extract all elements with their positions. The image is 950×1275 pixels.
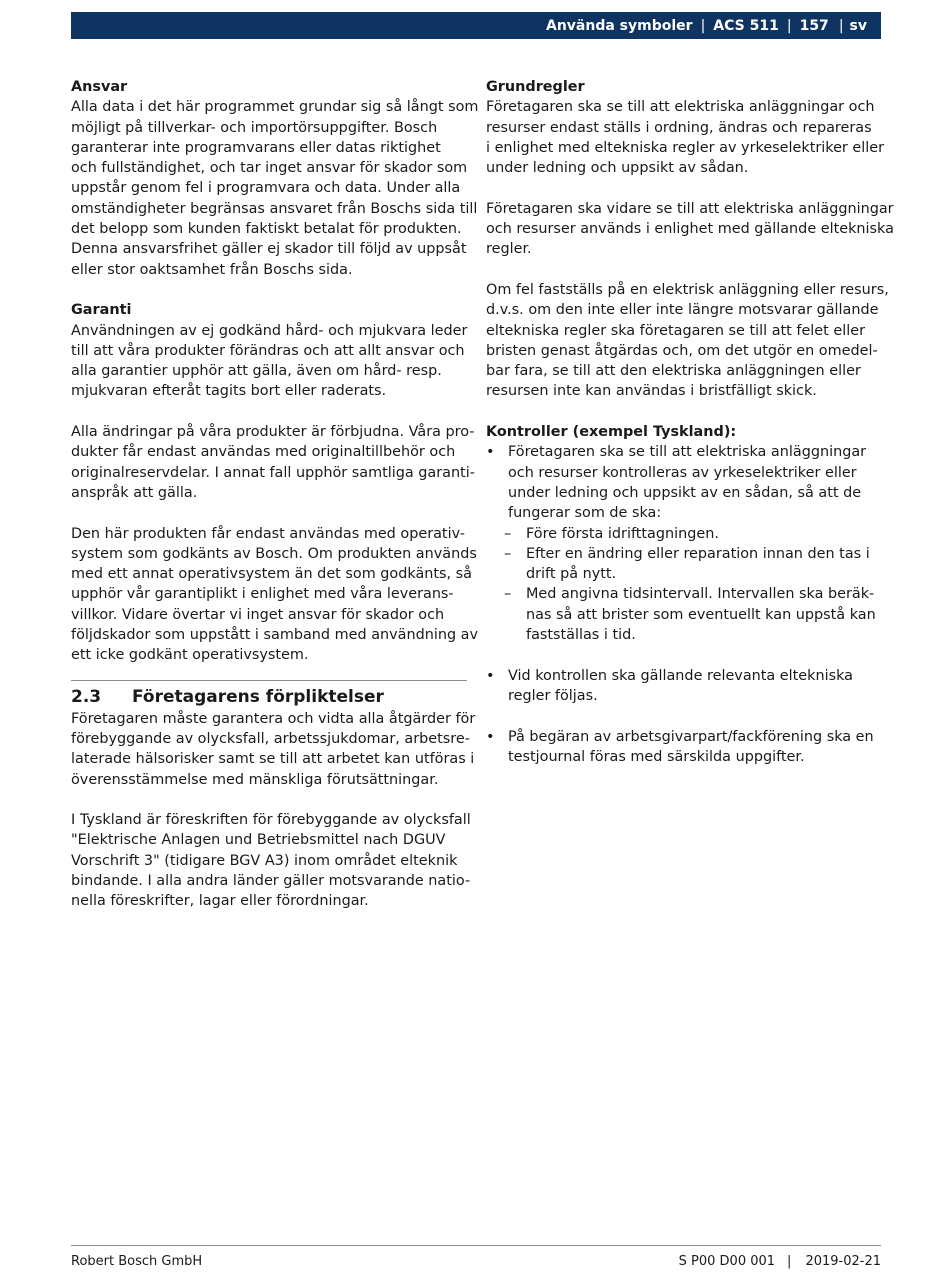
section-number: 2.3 bbox=[71, 686, 102, 707]
footer-company: Robert Bosch GmbH bbox=[71, 1254, 203, 1269]
text-line: Företagaren ska se till att elektriska anläggningar och bbox=[486, 99, 875, 116]
list-item bbox=[486, 666, 882, 707]
text-line: dukter får endast användas med originaltillbehör och bbox=[71, 444, 456, 461]
text-line: till att våra produkter förändras och att allt ansvar och bbox=[71, 342, 465, 359]
section-divider bbox=[71, 680, 467, 709]
dash-icon: – bbox=[504, 525, 512, 542]
text-line: anspråk att gälla. bbox=[71, 484, 198, 501]
text-line: originalreservdelar. I annat fall upphör samtliga garanti- bbox=[71, 464, 475, 481]
text-line: Vorschrift 3" (tidigare BGV A3) inom området elteknik bbox=[71, 852, 458, 869]
header-divider: | bbox=[786, 17, 792, 34]
dash-icon: – bbox=[504, 586, 512, 603]
text-line: upphör vår garantiplikt i enlighet med våra leverans- bbox=[71, 586, 454, 603]
footer-divider bbox=[71, 1245, 881, 1246]
text-line: nas så att brister som eventuellt kan uppstå kan bbox=[526, 606, 876, 623]
text-line: eller stor oaktsamhet från Boschs sida. bbox=[71, 261, 353, 278]
dash-icon: – bbox=[504, 545, 512, 562]
text-line: drift på nytt. bbox=[526, 566, 617, 583]
text-line: förebyggande av olycksfall, arbetssjukdomar, arbetsre- bbox=[71, 730, 470, 747]
grundregler-paragraph-2 bbox=[486, 199, 894, 260]
garanti-heading: Garanti bbox=[71, 302, 132, 319]
garanti-paragraph-1 bbox=[71, 321, 467, 402]
text-line: i enlighet med eltekniska regler av yrkeselektriker eller bbox=[486, 139, 885, 156]
text-line: "Elektrische Anlagen und Betriebsmittel nach DGUV bbox=[71, 832, 446, 849]
grundregler-heading: Grundregler bbox=[486, 79, 585, 95]
text-line: mjukvaran efteråt tagits bort eller raderats. bbox=[71, 383, 387, 400]
text-line: bindande. I alla andra länder gäller motsvarande natio- bbox=[71, 872, 471, 889]
garanti-paragraph-2 bbox=[71, 422, 475, 503]
text-line: Företagaren måste garantera och vidta alla åtgärder för bbox=[71, 710, 476, 727]
text-line: med ett annat operativsystem än det som godkänts, så bbox=[71, 566, 472, 583]
left-column bbox=[71, 77, 479, 912]
bullet-icon: • bbox=[486, 444, 495, 461]
text-line: Företagaren ska vidare se till att elektriska anläggningar bbox=[486, 200, 894, 217]
text-line: fastställas i tid. bbox=[526, 627, 636, 644]
text-line: laterade hälsorisker samt se till att arbetet kan utföras i bbox=[71, 751, 475, 768]
grundregler-paragraph-3 bbox=[486, 280, 889, 402]
kontroller-heading: Kontroller (exempel Tyskland): bbox=[486, 424, 737, 441]
text-line: uppstår genom fel i programvara och data. Under alla bbox=[71, 180, 461, 197]
text-line: omständigheter begränsas ansvaret från Boschs sida till bbox=[71, 200, 478, 217]
text-line: Den här produkten får endast användas med operativ- bbox=[71, 525, 465, 542]
header-language: sv bbox=[849, 17, 867, 34]
text-line: följdskador som uppstått i samband med användning av bbox=[71, 627, 479, 644]
list-item bbox=[486, 727, 882, 768]
text-line: möjligt på tillverkar- och importörsuppgifter. Bosch bbox=[71, 119, 438, 136]
text-line: Alla ändringar på våra produkter är förbjudna. Våra pro- bbox=[71, 424, 475, 441]
text-line: och resurser används i enlighet med gällande eltekniska bbox=[486, 221, 894, 238]
ansvar-paragraph bbox=[71, 97, 479, 280]
text-line: Vid kontrollen ska gällande relevanta eltekniska bbox=[508, 667, 853, 684]
text-line: bar fara, se till att den elektriska anläggningen eller bbox=[486, 363, 861, 380]
ansvar-heading: Ansvar bbox=[71, 79, 128, 95]
sub-list-item bbox=[486, 544, 882, 585]
text-line: bristen genast åtgärdas och, om det utgör en omedel- bbox=[486, 342, 878, 359]
text-line: Alla data i det här programmet grundar sig så långt som bbox=[71, 99, 479, 116]
grundregler-paragraph-1 bbox=[486, 97, 885, 178]
footer-meta bbox=[679, 1254, 881, 1270]
list-item bbox=[486, 442, 882, 523]
section-heading bbox=[71, 685, 467, 709]
text-line: överensstämmelse med mänskliga förutsättningar. bbox=[71, 771, 439, 788]
header-divider: | bbox=[838, 17, 844, 34]
section-title: Företagarens förpliktelser bbox=[132, 686, 384, 707]
text-line: fungerar som de ska: bbox=[508, 505, 662, 522]
text-line: garanterar inte programvarans eller datas riktighet bbox=[71, 139, 441, 156]
section-paragraph-2 bbox=[71, 810, 471, 911]
text-line: under ledning och uppsikt av sådan. bbox=[486, 160, 749, 177]
sub-list-item bbox=[486, 584, 882, 645]
header-bar bbox=[71, 12, 881, 39]
text-line: under ledning och uppsikt av en sådan, så att de bbox=[508, 484, 862, 501]
text-line: alla garantier upphör att gälla, även om hård- resp. bbox=[71, 363, 442, 380]
text-line: det belopp som kunden faktiskt betalat för produkten. bbox=[71, 221, 462, 238]
text-line: Denna ansvarsfrihet gäller ej skador till följd av uppsåt bbox=[71, 241, 467, 258]
garanti-paragraph-3 bbox=[71, 524, 479, 666]
text-line: Om fel fastställs på en elektrisk anläggning eller resurs, bbox=[486, 281, 889, 298]
text-line: system som godkänts av Bosch. Om produkten används bbox=[71, 545, 477, 562]
text-line: Före första idrifttagningen. bbox=[526, 525, 719, 542]
text-line: resursen inte kan användas i bristfälligt skick. bbox=[486, 383, 817, 400]
text-line: På begäran av arbetsgivarpart/fackförening ska en bbox=[508, 728, 874, 745]
text-line: regler följas. bbox=[508, 687, 598, 704]
footer-doc-number: S P00 D00 001 bbox=[678, 1254, 776, 1269]
bullet-icon: • bbox=[486, 667, 495, 684]
header-section-title: Använda symboler bbox=[546, 17, 693, 34]
text-line: resurser endast ställs i ordning, ändras och repareras bbox=[486, 119, 872, 136]
header-divider: | bbox=[700, 17, 706, 34]
text-line: Företagaren ska se till att elektriska anläggningar bbox=[508, 444, 867, 461]
text-line: eltekniska regler ska företagaren se till att felet eller bbox=[486, 322, 865, 339]
text-line: Efter en ändring eller reparation innan den tas i bbox=[526, 545, 870, 562]
header-product: ACS 511 bbox=[713, 17, 779, 34]
footer-date: 2019-02-21 bbox=[805, 1254, 881, 1269]
sub-list-item bbox=[486, 524, 882, 544]
text-line: testjournal föras med särskilda uppgifter. bbox=[508, 748, 805, 765]
text-line: Med angivna tidsintervall. Intervallen ska beräk- bbox=[526, 586, 875, 603]
footer-divider-glyph: | bbox=[787, 1254, 792, 1269]
text-line: d.v.s. om den inte eller inte längre motsvarar gällande bbox=[486, 302, 879, 319]
text-line: och fullständighet, och tar inget ansvar för skador som bbox=[71, 160, 468, 177]
text-line: villkor. Vidare övertar vi inget ansvar för skador och bbox=[71, 606, 445, 623]
text-line: nella föreskrifter, lagar eller förordningar. bbox=[71, 893, 369, 910]
text-line: regler. bbox=[486, 241, 532, 258]
bullet-icon: • bbox=[486, 728, 495, 745]
right-column bbox=[486, 77, 894, 767]
text-line: I Tyskland är föreskriften för förebyggande av olycksfall bbox=[71, 812, 471, 829]
section-paragraph-1 bbox=[71, 709, 476, 790]
text-line: ett icke godkänt operativsystem. bbox=[71, 647, 309, 664]
header-page-number: 157 bbox=[799, 17, 829, 34]
text-line: och resurser kontrolleras av yrkeselektriker eller bbox=[508, 464, 857, 481]
text-line: Användningen av ej godkänd hård- och mjukvara leder bbox=[71, 322, 468, 339]
